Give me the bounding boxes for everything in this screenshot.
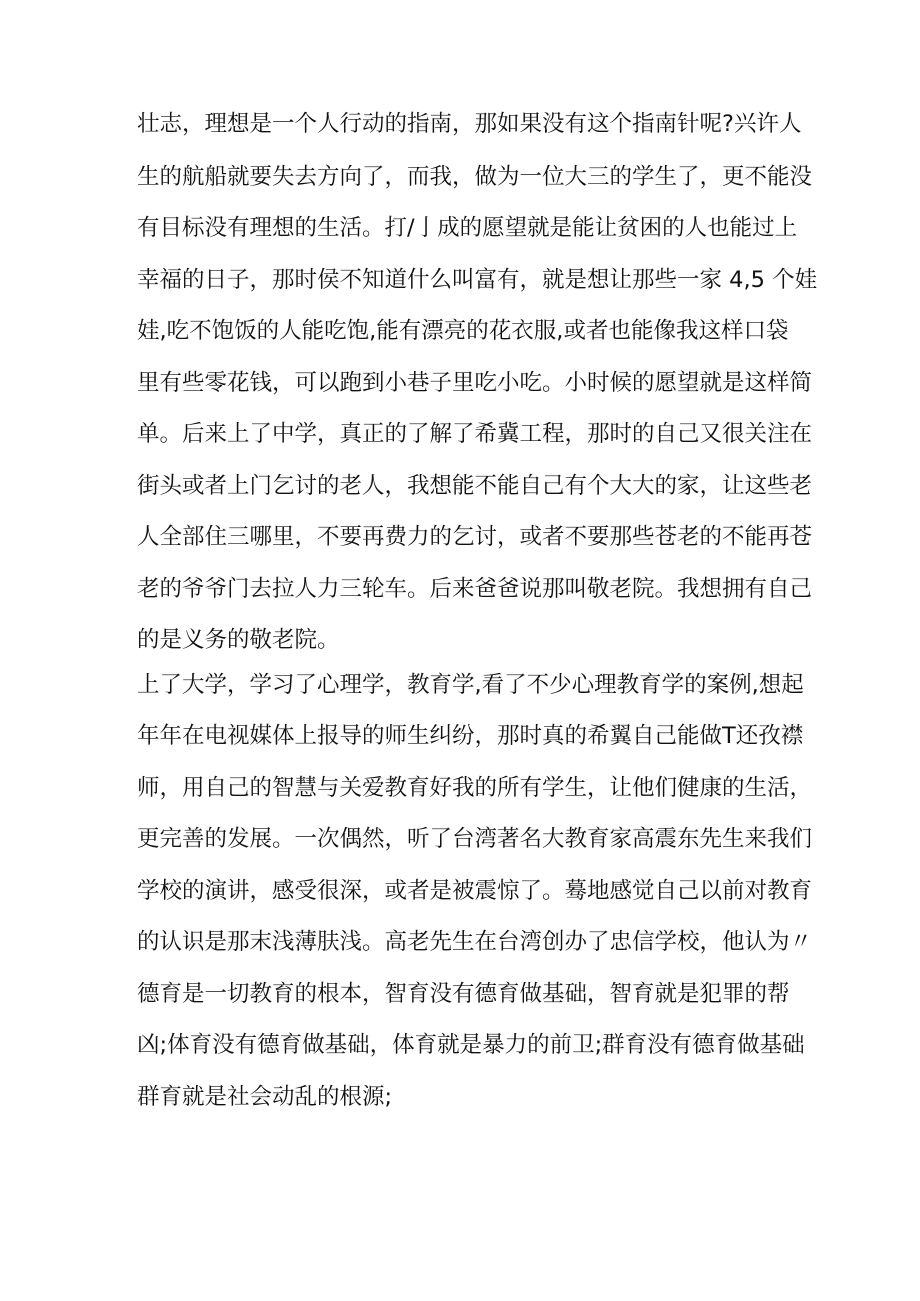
text-line: 年年在电视媒体上报导的师生纠纷，那时真的希翼自己能做T还孜襟 bbox=[137, 723, 804, 749]
text-line: 的是义务的敬老院。 bbox=[137, 627, 340, 653]
text-line: 上了大学，学习了心理学，教育学,看了不少心理教育学的案例,想起 bbox=[137, 672, 804, 698]
text-line: 里有些零花钱，可以跑到小巷子里吃小吃。小时候的愿望就是这样简 bbox=[137, 370, 813, 396]
text-line: 学校的演讲，感受很深，或者是被震惊了。蓦地感觉自己以前对教育 bbox=[137, 878, 813, 904]
text-line: 群育就是社会动乱的根源; bbox=[137, 1084, 393, 1110]
text-line: 老的爷爷门去拉人力三轮车。后来爸爸说那叫敬老院。我想拥有自己 bbox=[137, 576, 813, 602]
text-line: 单。后来上了中学，真正的了解了希冀工程，那时的自己又很关注在 bbox=[137, 421, 813, 447]
text-line: 娃,吃不饱饭的人能吃饱,能有漂亮的花衣服,或者也能像我这样口袋 bbox=[137, 318, 789, 344]
text-line: 街头或者上门乞讨的老人，我想能不能自己有个大大的家，让这些老 bbox=[137, 473, 813, 499]
text-line: 德育是一切教育的根本，智育没有德育做基础，智育就是犯罪的帮 bbox=[137, 981, 790, 1007]
text-line: 更完善的发展。一次偶然，听了台湾著名大教育家高震东先生来我们 bbox=[137, 826, 813, 852]
text-line: 的认识是那末浅薄肤浅。高老先生在台湾创办了忠信学校，他认为〃 bbox=[137, 929, 813, 955]
text-line: 人全部住三哪里，不要再费力的乞讨，或者不要那些苍老的不能再苍 bbox=[137, 524, 813, 550]
text-line: 幸福的日子，那时侯不知道什么叫富有，就是想让那些一家 4,5 个娃 bbox=[137, 267, 818, 293]
text-line: 生的航船就要失去方向了，而我，做为一位大三的学生了，更不能没 bbox=[137, 164, 813, 190]
text-line: 师，用自己的智慧与关爱教育好我的所有学生，让他们健康的生活， bbox=[137, 775, 813, 801]
text-line: 凶;体育没有德育做基础，体育就是暴力的前卫;群育没有德育做基础 bbox=[137, 1032, 805, 1058]
text-line: 有目标没有理想的生活。打/亅成的愿望就是能让贫困的人也能过上 bbox=[137, 215, 798, 241]
text-line: 壮志，理想是一个人行动的指南，那如果没有这个指南针呢?兴许人 bbox=[137, 111, 802, 137]
